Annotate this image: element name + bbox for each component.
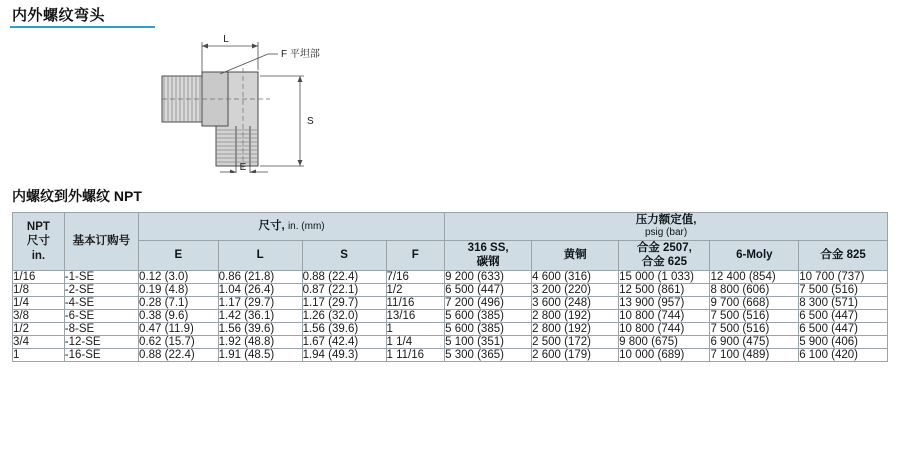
drawing-label-e: E [239,162,247,173]
cell-part: -16-SE [64,348,138,361]
cell-pressure-brass: 2 800 (192) [532,322,619,335]
header-material-316ss [445,240,532,270]
cell-pressure-316ss: 5 600 (385) [445,309,532,322]
cell-e: 0.12 (3.0) [139,270,219,283]
cell-s: 0.87 (22.1) [302,283,386,296]
drawing-label-s: S [307,116,314,127]
cell-pressure-alloy2507: 13 900 (957) [619,296,710,309]
cell-part: -1-SE [64,270,138,283]
table-header-row-sub [13,240,888,270]
header-dimensions-group [139,213,445,241]
cell-part: -6-SE [64,309,138,322]
header-material-brass: 黄铜 [532,240,619,270]
cell-pressure-alloy825: 8 300 (571) [799,296,888,309]
cell-f: 1 11/16 [386,348,445,361]
cell-pressure-alloy2507: 10 800 (744) [619,309,710,322]
cell-pressure-alloy825: 10 700 (737) [799,270,888,283]
cell-nps: 3/8 [13,309,65,322]
cell-part: -12-SE [64,335,138,348]
cell-l: 0.86 (21.8) [218,270,302,283]
cell-pressure-6moly: 8 800 (606) [710,283,799,296]
page-title: 内外螺纹弯头 [12,7,106,24]
spec-table-container [12,212,888,362]
cell-pressure-alloy825: 5 900 (406) [799,335,888,348]
drawing-label-l: L [223,34,229,45]
cell-e: 0.62 (15.7) [139,335,219,348]
cell-pressure-316ss: 7 200 (496) [445,296,532,309]
header-material-alloy2507-line2: 合金 625 [641,256,687,269]
cell-nps: 3/4 [13,335,65,348]
header-nps-line2: 尺寸 [26,235,50,248]
cell-f: 13/16 [386,309,445,322]
table-row [13,348,888,361]
header-dimensions-label: 尺寸, [258,220,285,233]
spec-table [12,212,888,362]
table-row [13,270,888,283]
cell-l: 1.91 (48.5) [218,348,302,361]
header-material-316ss-line1: 316 SS, [467,241,509,254]
header-material-6moly: 6-Moly [710,240,799,270]
cell-l: 1.92 (48.8) [218,335,302,348]
table-body [13,270,888,361]
cell-e: 0.88 (22.4) [139,348,219,361]
header-dimensions-unit: in. (mm) [287,221,325,233]
cell-pressure-alloy2507: 10 000 (689) [619,348,710,361]
cell-s: 1.56 (39.6) [302,322,386,335]
header-material-alloy825: 合金 825 [799,240,888,270]
cell-part: -8-SE [64,322,138,335]
cell-pressure-6moly: 7 100 (489) [710,348,799,361]
cell-pressure-316ss: 5 600 (385) [445,322,532,335]
table-header-row-group [13,213,888,241]
cell-s: 0.88 (22.4) [302,270,386,283]
elbow-technical-drawing [150,28,410,173]
cell-pressure-6moly: 9 700 (668) [710,296,799,309]
cell-pressure-6moly: 6 900 (475) [710,335,799,348]
cell-pressure-brass: 4 600 (316) [532,270,619,283]
cell-part: -4-SE [64,296,138,309]
header-e: E [139,240,219,270]
header-material-316ss-line2: 碳钢 [476,256,500,269]
header-f: F [386,240,445,270]
cell-f: 7/16 [386,270,445,283]
table-row [13,309,888,322]
cell-pressure-6moly: 7 500 (516) [710,309,799,322]
cell-f: 1/2 [386,283,445,296]
cell-e: 0.38 (9.6) [139,309,219,322]
cell-pressure-alloy825: 7 500 (516) [799,283,888,296]
cell-pressure-alloy825: 6 500 (447) [799,309,888,322]
header-material-alloy2507 [619,240,710,270]
cell-pressure-316ss: 5 100 (351) [445,335,532,348]
header-nps-line3: in. [31,249,46,262]
cell-s: 1.17 (29.7) [302,296,386,309]
header-material-alloy2507-line1: 合金 2507, [636,241,692,254]
cell-pressure-6moly: 7 500 (516) [710,322,799,335]
cell-f: 1 1/4 [386,335,445,348]
cell-pressure-316ss: 6 500 (447) [445,283,532,296]
cell-s: 1.94 (49.3) [302,348,386,361]
title-underline-rule [10,26,155,28]
cell-s: 1.67 (42.4) [302,335,386,348]
header-l: L [218,240,302,270]
cell-e: 0.19 (4.8) [139,283,219,296]
header-pressure-group [445,213,888,241]
cell-e: 0.47 (11.9) [139,322,219,335]
cell-nps: 1/16 [13,270,65,283]
cell-pressure-brass: 2 500 (172) [532,335,619,348]
cell-pressure-316ss: 5 300 (365) [445,348,532,361]
cell-nps: 1/2 [13,322,65,335]
header-pressure-unit: psig (bar) [644,227,688,239]
cell-pressure-alloy2507: 15 000 (1 033) [619,270,710,283]
cell-e: 0.28 (7.1) [139,296,219,309]
table-row [13,322,888,335]
cell-pressure-316ss: 9 200 (633) [445,270,532,283]
cell-pressure-alloy2507: 9 800 (675) [619,335,710,348]
cell-nps: 1/4 [13,296,65,309]
cell-s: 1.26 (32.0) [302,309,386,322]
cell-pressure-alloy825: 6 500 (447) [799,322,888,335]
header-nps-line1: NPT [26,220,50,233]
cell-pressure-brass: 2 800 (192) [532,309,619,322]
header-pressure-label: 压力额定值, [635,214,697,226]
cell-l: 1.56 (39.6) [218,322,302,335]
cell-nps: 1 [13,348,65,361]
cell-pressure-alloy825: 6 100 (420) [799,348,888,361]
cell-nps: 1/8 [13,283,65,296]
cell-pressure-alloy2507: 10 800 (744) [619,322,710,335]
cell-pressure-brass: 3 600 (248) [532,296,619,309]
drawing-label-f: F 平坦部 [281,49,320,60]
table-row [13,283,888,296]
header-nps [13,213,65,271]
cell-pressure-brass: 2 600 (179) [532,348,619,361]
table-row [13,296,888,309]
cell-l: 1.42 (36.1) [218,309,302,322]
cell-pressure-brass: 3 200 (220) [532,283,619,296]
header-s: S [302,240,386,270]
header-part-number: 基本订购号 [64,213,138,271]
cell-f: 11/16 [386,296,445,309]
section-heading: 内螺纹到外螺纹 NPT [12,188,142,204]
cell-l: 1.17 (29.7) [218,296,302,309]
cell-l: 1.04 (26.4) [218,283,302,296]
cell-f: 1 [386,322,445,335]
table-row [13,335,888,348]
cell-pressure-alloy2507: 12 500 (861) [619,283,710,296]
cell-pressure-6moly: 12 400 (854) [710,270,799,283]
cell-part: -2-SE [64,283,138,296]
